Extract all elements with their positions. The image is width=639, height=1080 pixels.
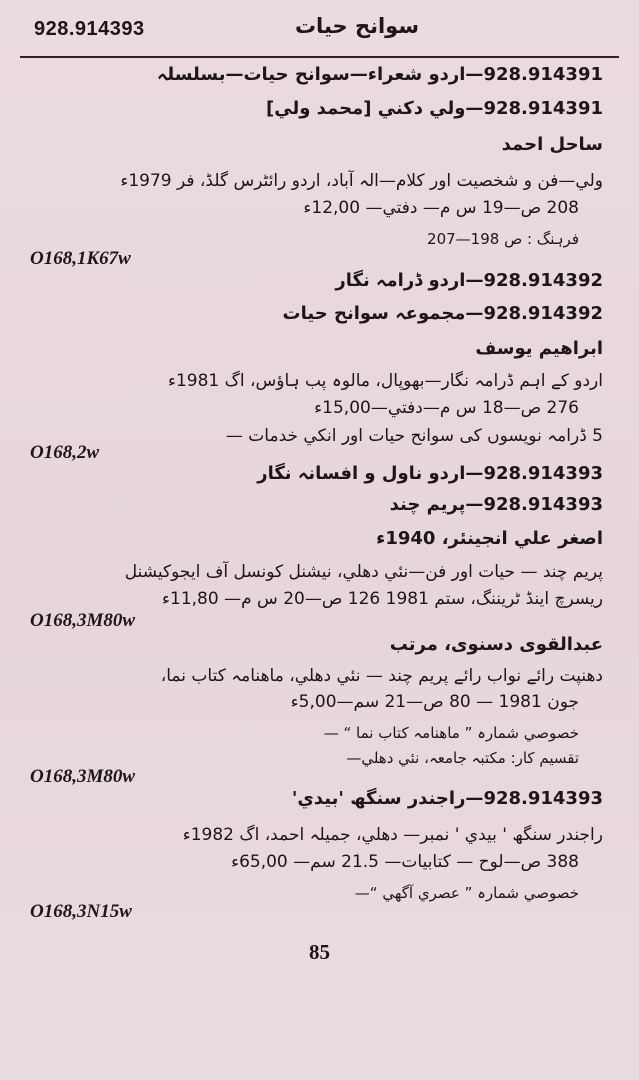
call-number: O168,3M80w bbox=[30, 766, 136, 787]
author-name: عبدالقوی دسنوی، مرتب bbox=[389, 634, 603, 655]
author-name: اصغر علي انجینئر، 1940ء bbox=[376, 528, 603, 549]
subject-heading-premchand: 928.914393—پریم چند bbox=[389, 494, 603, 515]
author-name: ابراھیم یوسف bbox=[475, 338, 603, 359]
subject-heading-novelists: 928.914393—اردو ناول و افسانہ نگار bbox=[257, 463, 603, 484]
subject-heading-wali-dakni: 928.914391—ولي دکني [محمد ولي] bbox=[266, 98, 603, 119]
subject-heading-bedi: 928.914393—راجندر سنگھ 'بیدي' bbox=[291, 788, 603, 809]
collation-line: 388 ص—لوح — کتابیات— 21.5 سم— 65,00ء bbox=[231, 852, 579, 872]
collation-line: 208 ص—19 س م— دفتي— 12,00ء bbox=[303, 198, 579, 218]
note-line: خصوصي شمارہ ” عصري آگھي “— bbox=[354, 884, 579, 902]
page-header bbox=[20, 10, 619, 54]
bibliographic-line: ولي—فن و شخصيت اور کلام—الہ آباد، اردو رائٹرس گلڈ، فر 1979ء bbox=[120, 171, 603, 191]
call-number: O168,1K67w bbox=[30, 248, 131, 269]
header-class-number: 928.914393 bbox=[34, 18, 145, 40]
collation-line: 276 ص—18 س م—دفتي—15,00ء bbox=[314, 398, 579, 418]
distributor-line: تقسیم کار: مکتبہ جامعہ، نئي دھلي— bbox=[346, 749, 579, 767]
collation-line: جون 1981 — 80 ص—21 سم—5,00ء bbox=[290, 692, 579, 712]
subject-heading-collective: 928.914392—مجموعہ سوانح حیات bbox=[282, 303, 603, 324]
subject-heading-drama: 928.914392—اردو ڈرامہ نگار bbox=[335, 270, 603, 291]
bibliographic-line: دھنپت رائے نواب رائے پریم چند — نئي دھلي، ماھنامہ کتاب نما، bbox=[160, 666, 603, 686]
bibliographic-line: پریم چند — حیات اور فن—نئي دھلي، نیشنل کونسل آف ایجوکیشنل bbox=[124, 562, 603, 582]
subject-heading-urdu-poets: 928.914391—اردو شعراء—سوانح حیات—بسلسلہ bbox=[156, 64, 603, 85]
call-number: O168,3M80w bbox=[30, 610, 136, 631]
bibliographic-line: اردو کے اہم ڈرامہ نگار—بھوپال، مالوہ پب ہاؤس، اگ 1981ء bbox=[167, 371, 603, 391]
bibliographic-line: راجندر سنگھ ' بیدي ' نمبر— دھلي، جمیلہ احمد، اگ 1982ء bbox=[182, 825, 603, 845]
note-line: 5 ڈرامہ نویسوں کی سوانح حیات اور انکي خدمات — bbox=[225, 426, 603, 446]
header-rule bbox=[20, 56, 619, 58]
call-number: O168,2w bbox=[30, 442, 100, 463]
call-number: O168,3N15w bbox=[30, 901, 132, 922]
header-title: سوانح حیات bbox=[294, 14, 419, 38]
note-line: خصوصي شمارہ ” ماھنامہ کتاب نما “ — bbox=[323, 724, 579, 742]
page-number: 85 bbox=[309, 940, 330, 964]
collation-line: ریسرچ اینڈ ٹریننگ، ستم 1981 126 ص—20 س م— 11,80ء bbox=[162, 589, 603, 609]
author-name: ساحل احمد bbox=[501, 134, 603, 155]
note-line: فرہنگ : ص 198—207 bbox=[427, 230, 579, 248]
